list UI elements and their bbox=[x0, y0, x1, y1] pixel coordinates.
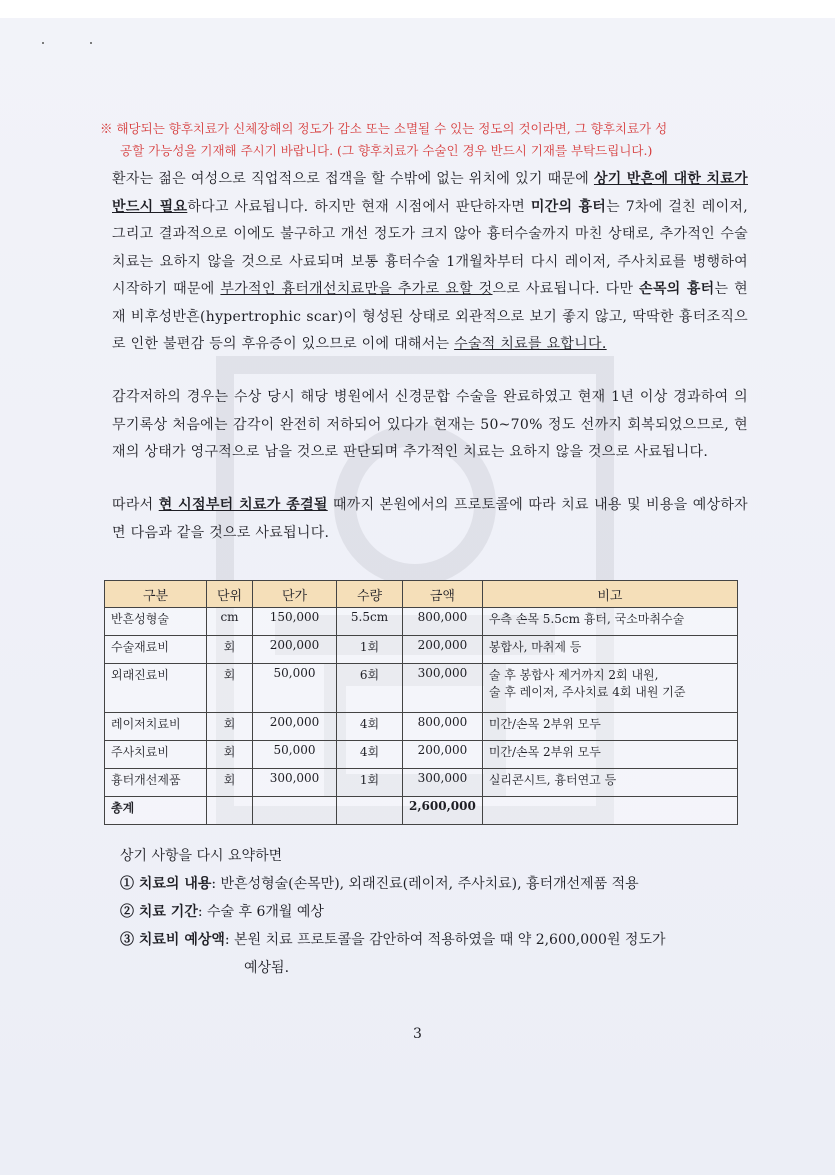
table-row bbox=[105, 713, 738, 741]
summary-item-1-text: : 반흔성형술(손목만), 외래진료(레이저, 주사치료), 흉터개선제품 적용 bbox=[211, 876, 639, 892]
total-label: 총계 bbox=[105, 797, 207, 825]
cell-unit-price: 50,000 bbox=[253, 741, 337, 769]
summary-section bbox=[120, 842, 740, 982]
cell-remarks bbox=[482, 664, 737, 713]
p1-text-2: 하다고 사료됩니다. 하지만 현재 시점에서 판단하자면 bbox=[187, 198, 531, 215]
cell-category: 수술재료비 bbox=[105, 636, 207, 664]
cell-remarks: 미간/손목 2부위 모두 bbox=[482, 713, 737, 741]
p1-text-4: 으로 사료됩니다. 다만 bbox=[492, 281, 640, 297]
cell-unit-price: 300,000 bbox=[253, 769, 337, 797]
cell-category: 외래진료비 bbox=[105, 664, 207, 713]
page-number: 3 bbox=[413, 1026, 422, 1042]
cell-quantity: 1회 bbox=[337, 769, 403, 797]
paragraph-sensory-loss: 감각저하의 경우는 수상 당시 해당 병원에서 신경문합 수술을 완료하였고 현재 1년 이상 경과하여 의무기록상 처음에는 감각이 완전히 저하되어 있다가 현재는 50~70% 정도 선까지 회복되었으므로, 현재의 상태가 영구적으로 남을 것으로 판단되며 추가적인 치료는 요하지 않을 것으로 사료됩니다. bbox=[112, 389, 748, 460]
p1-underline-1: 부가적인 흉터개선치료만을 추가로 요할 것 bbox=[220, 281, 493, 297]
p3-bold-underline: 현 시점부터 치료가 종결될 bbox=[158, 497, 328, 513]
summary-item-2-label: ② 치료 기간 bbox=[120, 904, 198, 920]
cell-amount: 300,000 bbox=[403, 664, 483, 713]
p1-text-3: 는 7차에 걸친 레이저, 그리고 결과적으로 이에도 불구하고 개선 정도가 크지 않아 흉터수술까지 마친 상태로, 추가적인 수술치료는 요하지 않을 것으로 사료되며 보통 흉터수술 1개월차부터 다시 레이저, 주사치료를 병행하여 시작하기 때문에 bbox=[112, 198, 748, 297]
cell-unit-price: 200,000 bbox=[253, 636, 337, 664]
summary-item-3-text: : 본원 치료 프로토콜을 감안하여 적용하였을 때 약 2,600,000원 정도가 bbox=[224, 932, 666, 948]
cell-quantity: 4회 bbox=[337, 713, 403, 741]
cell-remarks: 미간/손목 2부위 모두 bbox=[482, 741, 737, 769]
instruction-note bbox=[100, 118, 750, 162]
summary-item-3-continuation: 예상됨. bbox=[244, 960, 290, 976]
summary-item-period bbox=[120, 898, 740, 926]
table-row bbox=[105, 741, 738, 769]
cell-amount: 800,000 bbox=[403, 608, 483, 636]
total-amount: 2,600,000 bbox=[403, 797, 483, 825]
cell-category: 흉터개선제품 bbox=[105, 769, 207, 797]
total-empty-cell bbox=[253, 797, 337, 825]
table-row bbox=[105, 664, 738, 713]
header-category: 구분 bbox=[105, 581, 207, 608]
p1-text-5: 는 현재 비후성반흔(hypertrophic scar)이 형성된 상태로 외관적으로 보기 좋지 않고, 딱딱한 흉터조직으로 인한 불편감 등의 후유증이 있으므로 이에 대해서는 bbox=[112, 281, 748, 352]
cell-amount: 800,000 bbox=[403, 713, 483, 741]
summary-item-content bbox=[120, 870, 740, 898]
header-unit: 단위 bbox=[207, 581, 253, 608]
p1-underline-2: 수술적 치료를 요합니다. bbox=[454, 336, 607, 352]
cell-category: 주사치료비 bbox=[105, 741, 207, 769]
treatment-cost-table bbox=[104, 580, 738, 825]
summary-item-2-text: : 수술 후 6개월 예상 bbox=[197, 904, 324, 920]
cell-quantity: 1회 bbox=[337, 636, 403, 664]
cell-unit-price: 200,000 bbox=[253, 713, 337, 741]
cell-quantity: 6회 bbox=[337, 664, 403, 713]
scan-dot bbox=[90, 42, 92, 44]
cell-category: 레이저치료비 bbox=[105, 713, 207, 741]
paragraph-cost-intro bbox=[104, 492, 748, 547]
cell-unit: 회 bbox=[207, 664, 253, 713]
table-header-row bbox=[105, 581, 738, 608]
summary-intro: 상기 사항을 다시 요약하면 bbox=[120, 848, 283, 864]
table-row bbox=[105, 608, 738, 636]
total-empty-cell bbox=[337, 797, 403, 825]
p1-bold-underline-1: 상기 반흔에 대한 치료가 반드시 필요 bbox=[112, 171, 749, 215]
paragraph-scar-treatment bbox=[104, 166, 748, 359]
table-total-row bbox=[105, 797, 738, 825]
scan-top-band bbox=[0, 0, 835, 18]
total-empty-cell bbox=[207, 797, 253, 825]
summary-item-cost bbox=[120, 926, 740, 954]
cell-remarks: 실리콘시트, 흉터연고 등 bbox=[482, 769, 737, 797]
cell-unit-price: 50,000 bbox=[253, 664, 337, 713]
header-quantity: 수량 bbox=[337, 581, 403, 608]
p1-bold-1: 미간의 흉터 bbox=[530, 198, 607, 215]
cell-unit: 회 bbox=[207, 769, 253, 797]
p1-text-1: 환자는 젊은 여성으로 직업적으로 접객을 할 수밖에 없는 위치에 있기 때문에 bbox=[112, 171, 594, 187]
remarks-line-2: 술 후 레이저, 주사치료 4회 내원 기준 bbox=[488, 685, 686, 699]
table-row bbox=[105, 636, 738, 664]
note-line-2: 공할 가능성을 기재해 주시기 바랍니다. (그 향후치료가 수술인 경우 반드시 기재를 부탁드립니다.) bbox=[120, 143, 653, 158]
cell-quantity: 5.5cm bbox=[337, 608, 403, 636]
cell-unit: cm bbox=[207, 608, 253, 636]
table-row bbox=[105, 769, 738, 797]
header-amount: 금액 bbox=[403, 581, 483, 608]
cell-quantity: 4회 bbox=[337, 741, 403, 769]
cell-amount: 200,000 bbox=[403, 636, 483, 664]
summary-item-1-label: ① 치료의 내용 bbox=[120, 876, 212, 892]
cell-remarks: 우측 손목 5.5cm 흉터, 국소마취수술 bbox=[482, 608, 737, 636]
cell-remarks: 봉합사, 마취제 등 bbox=[482, 636, 737, 664]
summary-item-3-label: ③ 치료비 예상액 bbox=[120, 932, 225, 948]
cell-unit-price: 150,000 bbox=[253, 608, 337, 636]
scan-dot bbox=[42, 42, 44, 44]
p3-text-2: 때까지 본원에서의 프로토콜에 따라 치료 내용 및 비용을 예상하자면 다음과 같을 것으로 사료됩니다. bbox=[112, 497, 748, 541]
cell-amount: 300,000 bbox=[403, 769, 483, 797]
cell-unit: 회 bbox=[207, 636, 253, 664]
header-unit-price: 단가 bbox=[253, 581, 337, 608]
p1-bold-2: 손목의 흉터 bbox=[639, 281, 715, 297]
cell-category: 반흔성형술 bbox=[105, 608, 207, 636]
total-empty-cell bbox=[482, 797, 737, 825]
cell-amount: 200,000 bbox=[403, 741, 483, 769]
p3-text-1: 따라서 bbox=[112, 497, 159, 513]
header-remarks: 비고 bbox=[482, 581, 737, 608]
note-line-1: ※ 해당되는 향후치료가 신체장해의 정도가 감소 또는 소멸될 수 있는 정도의 것이라면, 그 향후치료가 성 bbox=[100, 121, 668, 136]
cell-unit: 회 bbox=[207, 741, 253, 769]
cell-unit: 회 bbox=[207, 713, 253, 741]
remarks-line-1: 술 후 봉합사 제거까지 2회 내원, bbox=[488, 668, 659, 682]
